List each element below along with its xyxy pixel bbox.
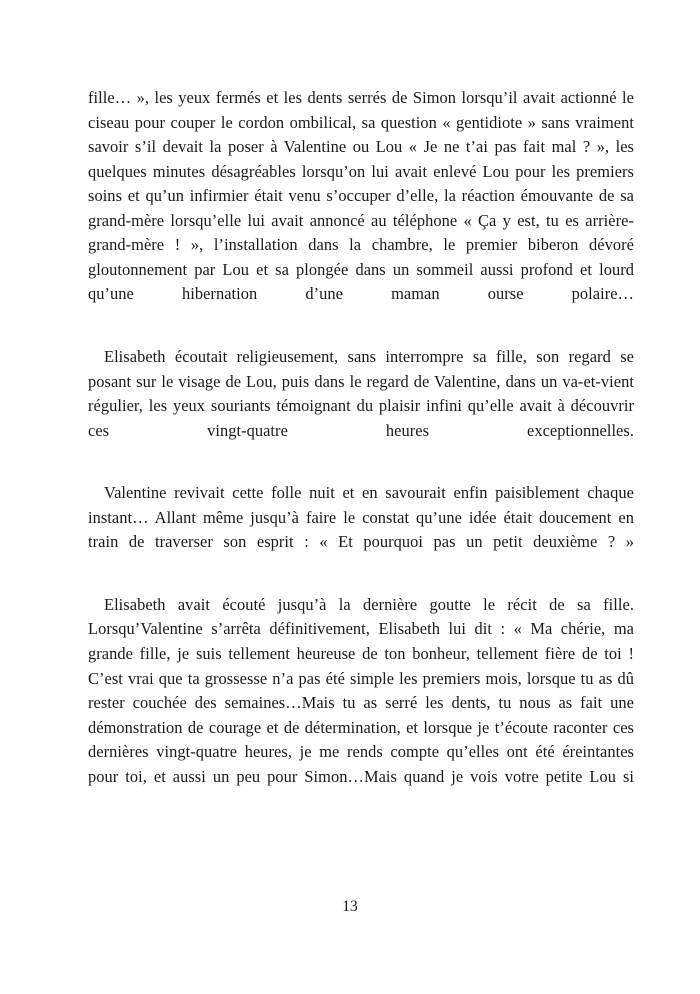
paragraph-4: Elisabeth avait écouté jusqu’à la dernière goutte le récit de sa fille. Lorsqu’Valentine s’arrêta définitivement, Elisabeth lui dit : « Ma chérie, ma grande fille, je suis tellement heureuse de ton bonheur, tellement fière de toi ! C’est vrai que ta grossesse n’a pas été simple les premiers mois, lorsque tu as dû rester couchée des semaines…Mais tu as serré les dents, tu nous as fait une démonstration de courage et de détermination, et lorsque je t’écoute raconter ces dernières vingt-quatre heures, je me rends compte qu’elles ont été éreintantes pour toi, et aussi un peu pour Simon…Mais quand je vois votre petite Lou si (88, 594, 634, 786)
page-number: 13 (342, 898, 358, 915)
paragraph-2: Elisabeth écoutait religieusement, sans interrompre sa fille, son regard se posant sur le visage de Lou, puis dans le regard de Valentine, dans un va-et-vient régulier, les yeux souriants témoignant du plaisir infini qu’elle avait à découvrir ces vingt-quatre heures exceptionnelles. (88, 346, 634, 440)
paragraph-3: Valentine revivait cette folle nuit et en savourait enfin paisiblement chaque instant… Allant même jusqu’à faire le constat qu’une idée était doucement en train de traverser son esprit : « Et pourquoi pas un petit deuxième ? » (88, 483, 634, 552)
paragraph-1: fille… », les yeux fermés et les dents serrés de Simon lorsqu’il avait actionné le ciseau pour couper le cordon ombilical, sa question « gentidiote » sans vraiment savoir s’il devait la poser à Valentine ou Lou « Je ne t’ai pas fait mal ? », les quelques minutes désagréables lorsqu’on lui avait enlevé Lou pour les premiers soins et qu’un infirmier était venu s’occuper d’elle, la réaction émouvante de sa grand-mère lorsqu’elle lui avait annoncé au téléphone « Ça y est, tu es arrière-grand-mère ! », l’installation dans la chambre, le premier biberon dévoré gloutonnement par Lou et sa plongée dans un sommeil aussi profond et lourd qu’une hibernation d’une maman ourse polaire… (88, 88, 634, 304)
body-text-block (88, 86, 634, 814)
